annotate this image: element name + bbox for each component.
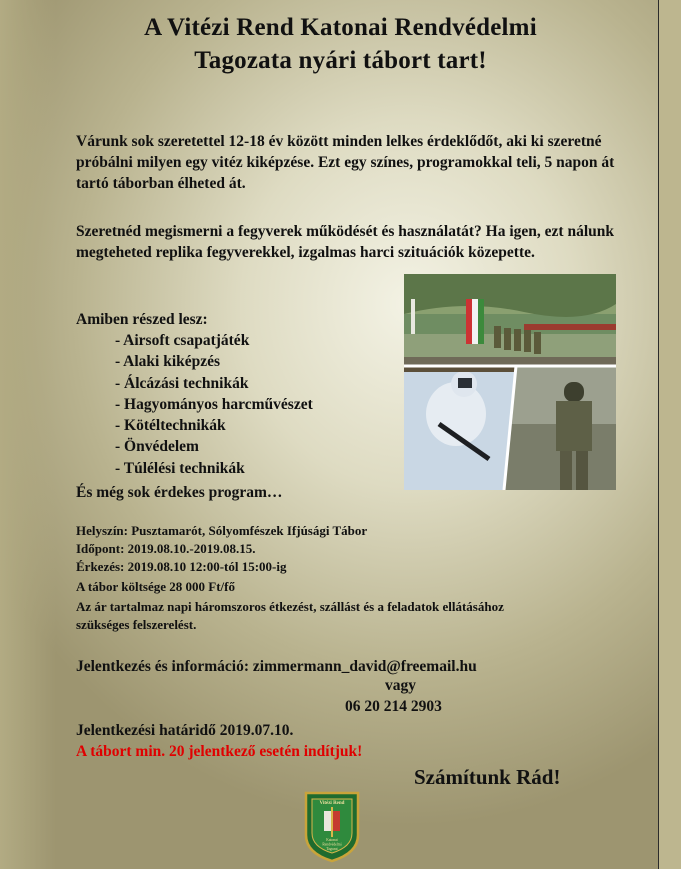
program-heading: Amiben részed lesz: xyxy=(76,311,208,328)
closing-text: Számítunk Rád! xyxy=(414,765,561,789)
or-text: vagy xyxy=(385,677,416,694)
photo-collage xyxy=(404,274,616,490)
list-item: - Önvédelem xyxy=(115,438,199,456)
title-line-1: A Vitézi Rend Katonai Rendvédelmi xyxy=(144,14,537,41)
logo-top-text: Vitézi Rend xyxy=(319,801,345,806)
dates-text: Időpont: 2019.08.10.-2019.08.15. xyxy=(76,541,256,556)
list-item: - Airsoft csapatjáték xyxy=(115,332,250,349)
cost-text: A tábor költsége 28 000 Ft/fő xyxy=(76,579,235,594)
right-border-line xyxy=(658,0,659,869)
vitezi-rend-logo-icon xyxy=(302,789,362,863)
phone-number: 06 20 214 2903 xyxy=(345,698,442,715)
logo-bottom-text-3: Tagozat xyxy=(326,847,338,851)
contact-line: Jelentkezés és információ: zimmermann_david@freemail.hu xyxy=(76,658,477,675)
right-margin-strip xyxy=(659,0,681,869)
list-item: - Hagyományos harcművészet xyxy=(115,395,313,413)
deadline-text: Jelentkezési határidő 2019.07.10. xyxy=(76,722,294,739)
more-programs-text: És még sok érdekes program… xyxy=(76,484,283,501)
title-line-2: Tagozata nyári tábort tart! xyxy=(194,47,487,74)
logo-bottom-text-2: Rendvédelmi xyxy=(322,842,342,847)
parade-photo xyxy=(404,274,616,366)
list-item: - Álcázási technikák xyxy=(115,374,249,392)
program-list xyxy=(115,330,313,479)
camo-soldier-photo xyxy=(504,366,616,490)
logo-bottom-text-1: Katonai xyxy=(326,838,338,842)
left-shade xyxy=(0,0,56,869)
list-item: - Alaki kiképzés xyxy=(115,353,221,371)
intro-paragraph-2: Szeretnéd megismerni a fegyverek működését és használatát? Ha igen, ezt nálunk megteheted replika fegyverekkel, izgalmas harci szituációk közepette. xyxy=(76,223,615,261)
list-item: - Túlélési technikák xyxy=(115,459,245,477)
includes-text: Az ár tartalmaz napi háromszoros étkezést, szállást és a feladatok ellátásához szükséges felszerelést. xyxy=(76,599,504,632)
warning-text: A tábort min. 20 jelentkező esetén indítjuk! xyxy=(76,743,363,760)
location-text: Helyszín: Pusztamarót, Sólyomfészek Ifjúsági Tábor xyxy=(76,523,368,538)
list-item: - Kötéltechnikák xyxy=(115,417,226,435)
intro-paragraph-1: Várunk sok szeretettel 12-18 év között minden lelkes érdeklődőt, aki ki szeretné próbálni milyen egy vitéz kiképzése. Ezt egy színes, programokkal teli, 5 napon át tartó táborban élheted át. xyxy=(76,133,615,192)
winter-soldier-photo xyxy=(404,366,516,490)
arrival-text: Érkezés: 2019.08.10 12:00-tól 15:00-ig xyxy=(76,559,287,574)
